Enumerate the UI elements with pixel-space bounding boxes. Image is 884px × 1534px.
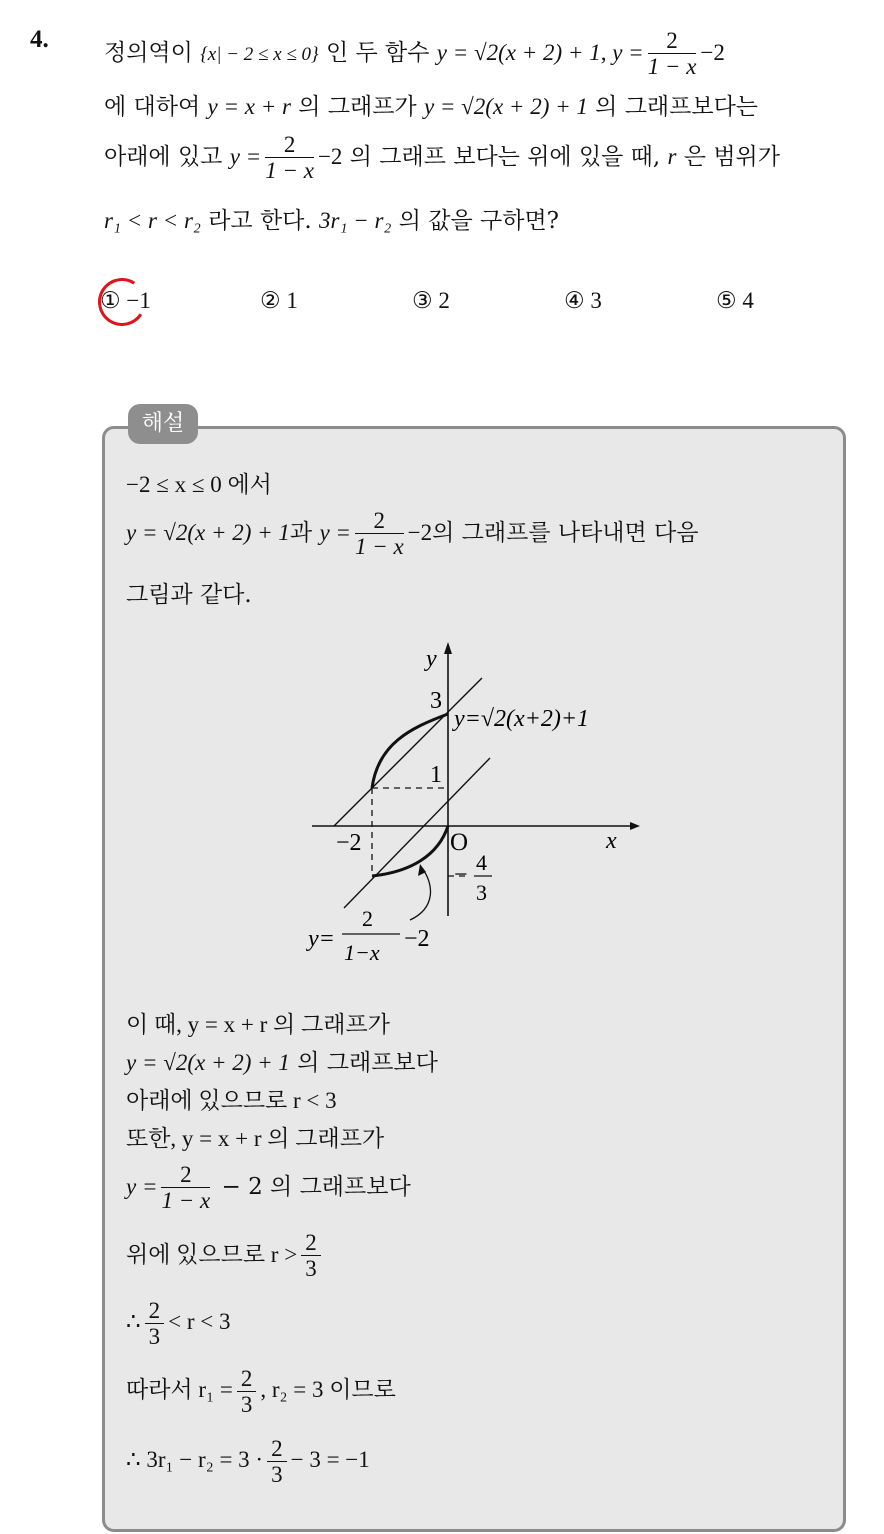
solution-line-3: 그림과 같다. bbox=[126, 582, 252, 608]
choice-5[interactable]: ⑤ 4 bbox=[716, 288, 754, 313]
text: 인 두 함수 bbox=[318, 39, 437, 66]
function-2-suffix: −2 bbox=[700, 39, 725, 65]
selected-answer-mark bbox=[94, 274, 151, 331]
label-f2-suffix: −2 bbox=[404, 926, 430, 952]
choice-3[interactable]: ③ 2 bbox=[412, 288, 450, 313]
x-axis-label: x bbox=[606, 828, 617, 854]
origin-label: O bbox=[450, 829, 469, 856]
solution-line-8: y = $\frac{2}{1 - x}$ − 2 의 그래프보다 bbox=[126, 1162, 411, 1214]
solution-line-10: ∴ $\frac{2}{3}$ < r < 3 bbox=[126, 1298, 231, 1350]
label-f2-den: 1−x bbox=[344, 940, 380, 965]
solution-line-2: y = √2(x + 2) + 1과 y = $\frac{2}{1 - x}$ −2의 그래프를 나타내면 다음 bbox=[126, 508, 699, 560]
tick-neg2: −2 bbox=[336, 830, 362, 856]
question-number: 4. bbox=[30, 26, 49, 53]
y-axis-arrow bbox=[444, 642, 452, 654]
question-line-2: 에 대하여 y = x + r 의 그래프가 y = √2(x + 2) + 1 의 그래프보다는 bbox=[104, 94, 759, 120]
choice-2[interactable]: ② 1 bbox=[260, 288, 298, 313]
tick-neg43-num: 4 bbox=[476, 850, 487, 875]
solution-tag: 해설 bbox=[128, 404, 198, 444]
tick-neg43-den: 3 bbox=[476, 880, 487, 905]
tick-3: 3 bbox=[430, 688, 442, 714]
solution-line-5: y = √2(x + 2) + 1 의 그래프보다 bbox=[126, 1050, 438, 1076]
domain-expr: {x| − 2 ≤ x ≤ 0} bbox=[200, 43, 319, 65]
solution-line-1: −2 ≤ x ≤ 0 에서 bbox=[126, 472, 272, 497]
y-axis-label: y bbox=[426, 646, 437, 672]
solution-line-11: 따라서 r₁ = $\frac{2}{3}$ , r₂ = 3 이므로 bbox=[126, 1366, 396, 1418]
question-line-1: 정의역이 {x| − 2 ≤ x ≤ 0} 인 두 함수 y = √2(x + 2) + 1, y = $\frac{2}{1 - x}$ −2 bbox=[104, 28, 725, 80]
solution-line-9: 위에 있으므로 r > $\frac{2}{3}$ bbox=[126, 1230, 325, 1282]
choice-4[interactable]: ④ 3 bbox=[564, 288, 602, 313]
label-f2-num: 2 bbox=[362, 906, 373, 931]
choice-1[interactable]: ① −1 bbox=[100, 288, 151, 314]
fraction: $\frac{2}{1 - x}$ bbox=[647, 28, 697, 80]
question-line-3: 아래에 있고 y = $\frac{2}{1 - x}$ −2 의 그래프 보다는 위에 있을 때, r 은 범위가 bbox=[104, 132, 780, 184]
fraction: $\frac{2}{1 - x}$ bbox=[265, 132, 314, 184]
solution-line-12: ∴ 3r₁ − r₂ = 3 · $\frac{2}{3}$ − 3 = −1 bbox=[126, 1436, 370, 1488]
lower-line bbox=[344, 758, 490, 908]
function-graph bbox=[300, 636, 660, 976]
tick-neg43-sign: − bbox=[454, 862, 468, 888]
solution-line-4: 이 때, y = x + r 의 그래프가 bbox=[126, 1012, 390, 1037]
function-1: y = √2(x + 2) + 1 bbox=[436, 39, 601, 65]
label-f2-prefix: y= bbox=[308, 926, 335, 952]
label-f1: y=√2(x+2)+1 bbox=[454, 706, 590, 732]
solution-line-6: 아래에 있으므로 r < 3 bbox=[126, 1088, 337, 1113]
tick-1: 1 bbox=[430, 762, 442, 788]
function-2-prefix: y = bbox=[612, 39, 644, 65]
question-line-4: r₁ < r < r₂ 라고 한다. 3r₁ − r₂ 의 값을 구하면? bbox=[104, 208, 560, 234]
x-axis-arrow bbox=[630, 822, 640, 830]
solution-line-7: 또한, y = x + r 의 그래프가 bbox=[126, 1126, 385, 1151]
upper-line bbox=[334, 678, 482, 826]
text: 정의역이 bbox=[104, 39, 201, 66]
